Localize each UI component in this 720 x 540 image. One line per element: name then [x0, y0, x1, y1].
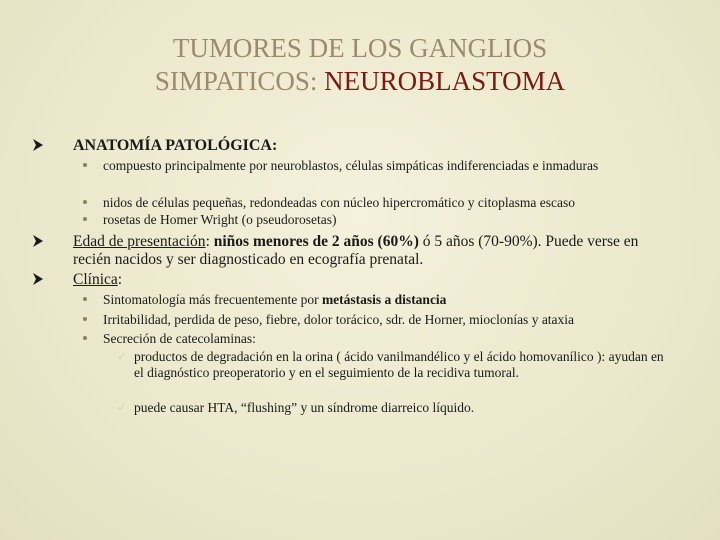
clinica-item-1: Sintomatología más frecuentemente por metástasis a distancia: [103, 292, 678, 308]
title-line-1: TUMORES DE LOS GANGLIOS: [172, 33, 548, 63]
edad-bold: niños menores de 2 años (60%): [213, 233, 419, 250]
dot-bullet-icon: [83, 163, 87, 167]
anatomia-item-1: compuesto principalmente por neuroblastos, células simpáticas indiferenciadas e inmaduras: [103, 158, 678, 174]
title-accent: NEUROBLASTOMA: [324, 66, 566, 96]
clinica-subitem-2: ✓ puede causar HTA, “flushing” y un síndrome diarreico líquido.: [117, 400, 475, 415]
dot-bullet-icon: [83, 317, 87, 321]
dot-bullet-icon: [83, 336, 87, 340]
clinica-item-3: Secreción de catecolaminas:: [103, 331, 678, 347]
clinica-subitem-1: ✓ productos de degradación en la orina ( ácido vanilmandélico y el ácido homovanílico ): ayudan en el diagnóstico preoperatorio y en el seguimiento de la recidiva tumoral.: [117, 349, 664, 380]
title-line-2: [0, 65, 720, 98]
arrow-bullet-icon: [31, 138, 45, 152]
edad-label: Edad de presentación: [73, 233, 206, 250]
anatomia-item-2: nidos de células pequeñas, redondeadas con núcleo hipercromático y citoplasma escaso: [103, 195, 678, 211]
anatomia-heading: ANATOMÍA PATOLÓGICA:: [73, 137, 278, 154]
check-bullet-icon: ✓: [117, 349, 128, 363]
dot-bullet-icon: [83, 217, 87, 221]
dot-bullet-icon: [83, 297, 87, 301]
edad-rest: ó 5 años (70-90%). Puede verse en recién nacidos y ser diagnosticado en ecografía prenatal.: [73, 233, 639, 268]
section-edad: Edad de presentación: niños menores de 2 años (60%) ó 5 años (70-90%). Puede verse en recién nacidos y ser diagnosticado en ecografía prenatal.: [73, 233, 653, 269]
title-prefix: SIMPATICOS:: [154, 66, 325, 96]
arrow-bullet-icon: [31, 234, 45, 248]
dot-bullet-icon: [83, 200, 87, 204]
clinica-label: Clínica: [73, 271, 118, 288]
anatomia-item-3: rosetas de Homer Wright (o pseudorosetas): [103, 212, 678, 228]
section-clinica: Clínica:: [73, 271, 122, 289]
slide-title: [0, 32, 720, 98]
arrow-bullet-icon: [31, 272, 45, 286]
check-bullet-icon: ✓: [117, 400, 128, 414]
section-anatomia: [73, 137, 277, 155]
clinica-item-2: Irritabilidad, perdida de peso, fiebre, dolor torácico, sdr. de Horner, mioclonías y ataxia: [103, 312, 678, 328]
